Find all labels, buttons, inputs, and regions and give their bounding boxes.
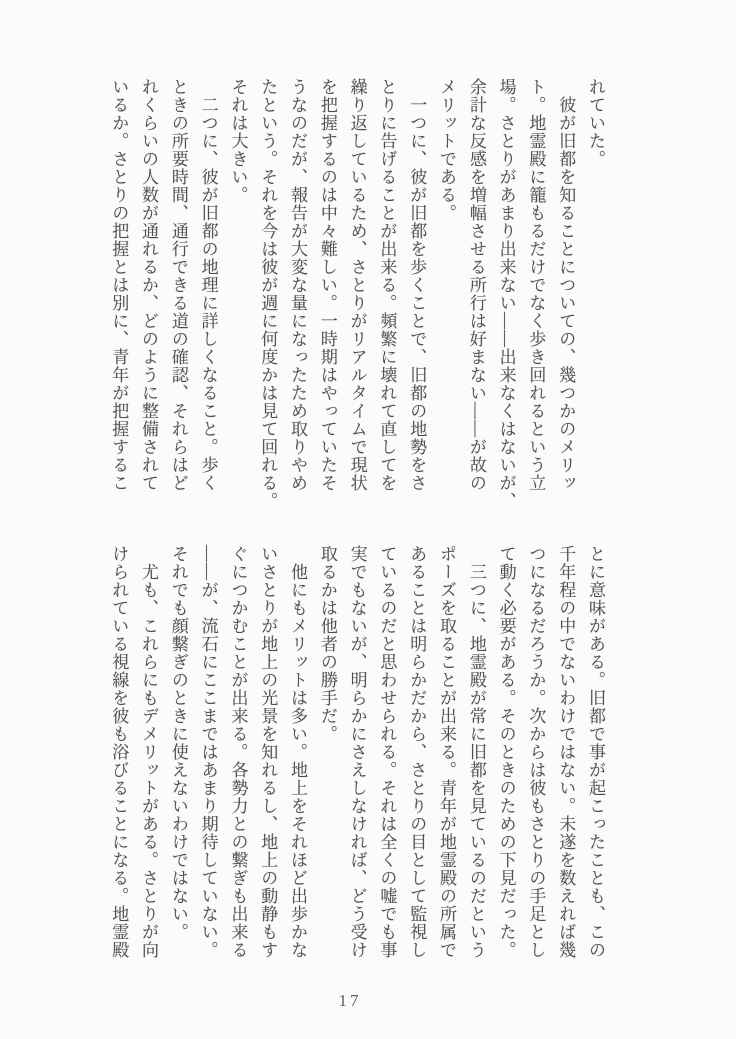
- text-column: けられている視線を彼も浴びることになる。地霊殿: [109, 545, 129, 959]
- text-column: 尤も、これらにもデメリットがある。さとりが向: [139, 545, 159, 959]
- text-column: を把握するのは中々難しい。一時期はやっていたそ: [317, 78, 337, 492]
- text-column: 三つに、地霊殿が常に旧都を見ているのだという: [466, 545, 486, 959]
- text-column: ているのだと思わせられる。それは全くの嘘でも事: [377, 545, 397, 959]
- text-column: 一つに、彼が旧都を歩くことで、旧都の地勢をさ: [407, 78, 427, 492]
- text-column: とりに告げることが出来る。頻繁に壊れて直してを: [377, 78, 397, 492]
- text-column: れくらいの人数が通れるか、どのように整備されて: [139, 78, 159, 492]
- text-column: うなのだが、報告が大変な量になったため取りやめ: [288, 78, 308, 492]
- text-column: つになるだろうか。次からは彼もさとりの手足とし: [526, 545, 546, 959]
- text-column: ――が、流石にここまではあまり期待していない。: [198, 545, 218, 959]
- text-column: 取るかは他者の勝手だ。: [317, 545, 337, 743]
- text-column: 他にもメリットは多い。地上をそれほど出歩かな: [288, 545, 308, 959]
- text-column: て動く必要がある。そのときのための下見だった。: [496, 545, 516, 959]
- text-column: 実でもないが、明らかにさえしなければ、どう受け: [347, 545, 367, 959]
- text-column: れていた。: [586, 78, 605, 168]
- text-column: 余計な反感を増幅させる所行は好まない――が故の: [466, 78, 486, 492]
- text-column: メリットである。: [437, 78, 457, 222]
- text-column: とに意味がある。旧都で事が起こったことも、この: [586, 545, 605, 959]
- text-column: ポーズを取ることが出来る。青年が地霊殿の所属で: [437, 545, 457, 959]
- text-column: 場。さとりがあまり出来ない――出来なくはないが、: [496, 78, 516, 510]
- text-column: 繰り返しているため、さとりがリアルタイムで現状: [347, 78, 367, 492]
- text-column: あることは明らかだから、さとりの目として監視し: [407, 545, 427, 959]
- text-block-bottom: [103, 545, 610, 969]
- text-column: 彼が旧都を知ることについての、幾つかのメリッ: [556, 78, 576, 492]
- text-column: それでも顔繋ぎのときに使えないわけではない。: [168, 545, 188, 941]
- text-column: ぐにつかむことが出来る。各勢力との繋ぎも出来る: [228, 545, 248, 959]
- text-column: それは大きい。: [228, 78, 248, 204]
- text-column: 千年程の中でないわけではない。未遂を数えれば幾: [556, 545, 576, 959]
- text-column: いさとりが地上の光景を知れるし、地上の動静もす: [258, 545, 278, 959]
- text-column: 二つに、彼が旧都の地理に詳しくなること。歩く: [198, 78, 218, 492]
- page-number: 17: [338, 991, 362, 1010]
- text-column: ト。地霊殿に籠もるだけでなく歩き回れるという立: [526, 78, 546, 492]
- text-column: ときの所要時間、通行できる道の確認、それらはど: [168, 78, 188, 492]
- text-column: たという。それを今は彼が週に何度かは見て回れる。: [258, 78, 278, 510]
- text-column: いるか。さとりの把握とは別に、青年が把握するこ: [109, 78, 129, 492]
- text-block-top: [103, 78, 610, 510]
